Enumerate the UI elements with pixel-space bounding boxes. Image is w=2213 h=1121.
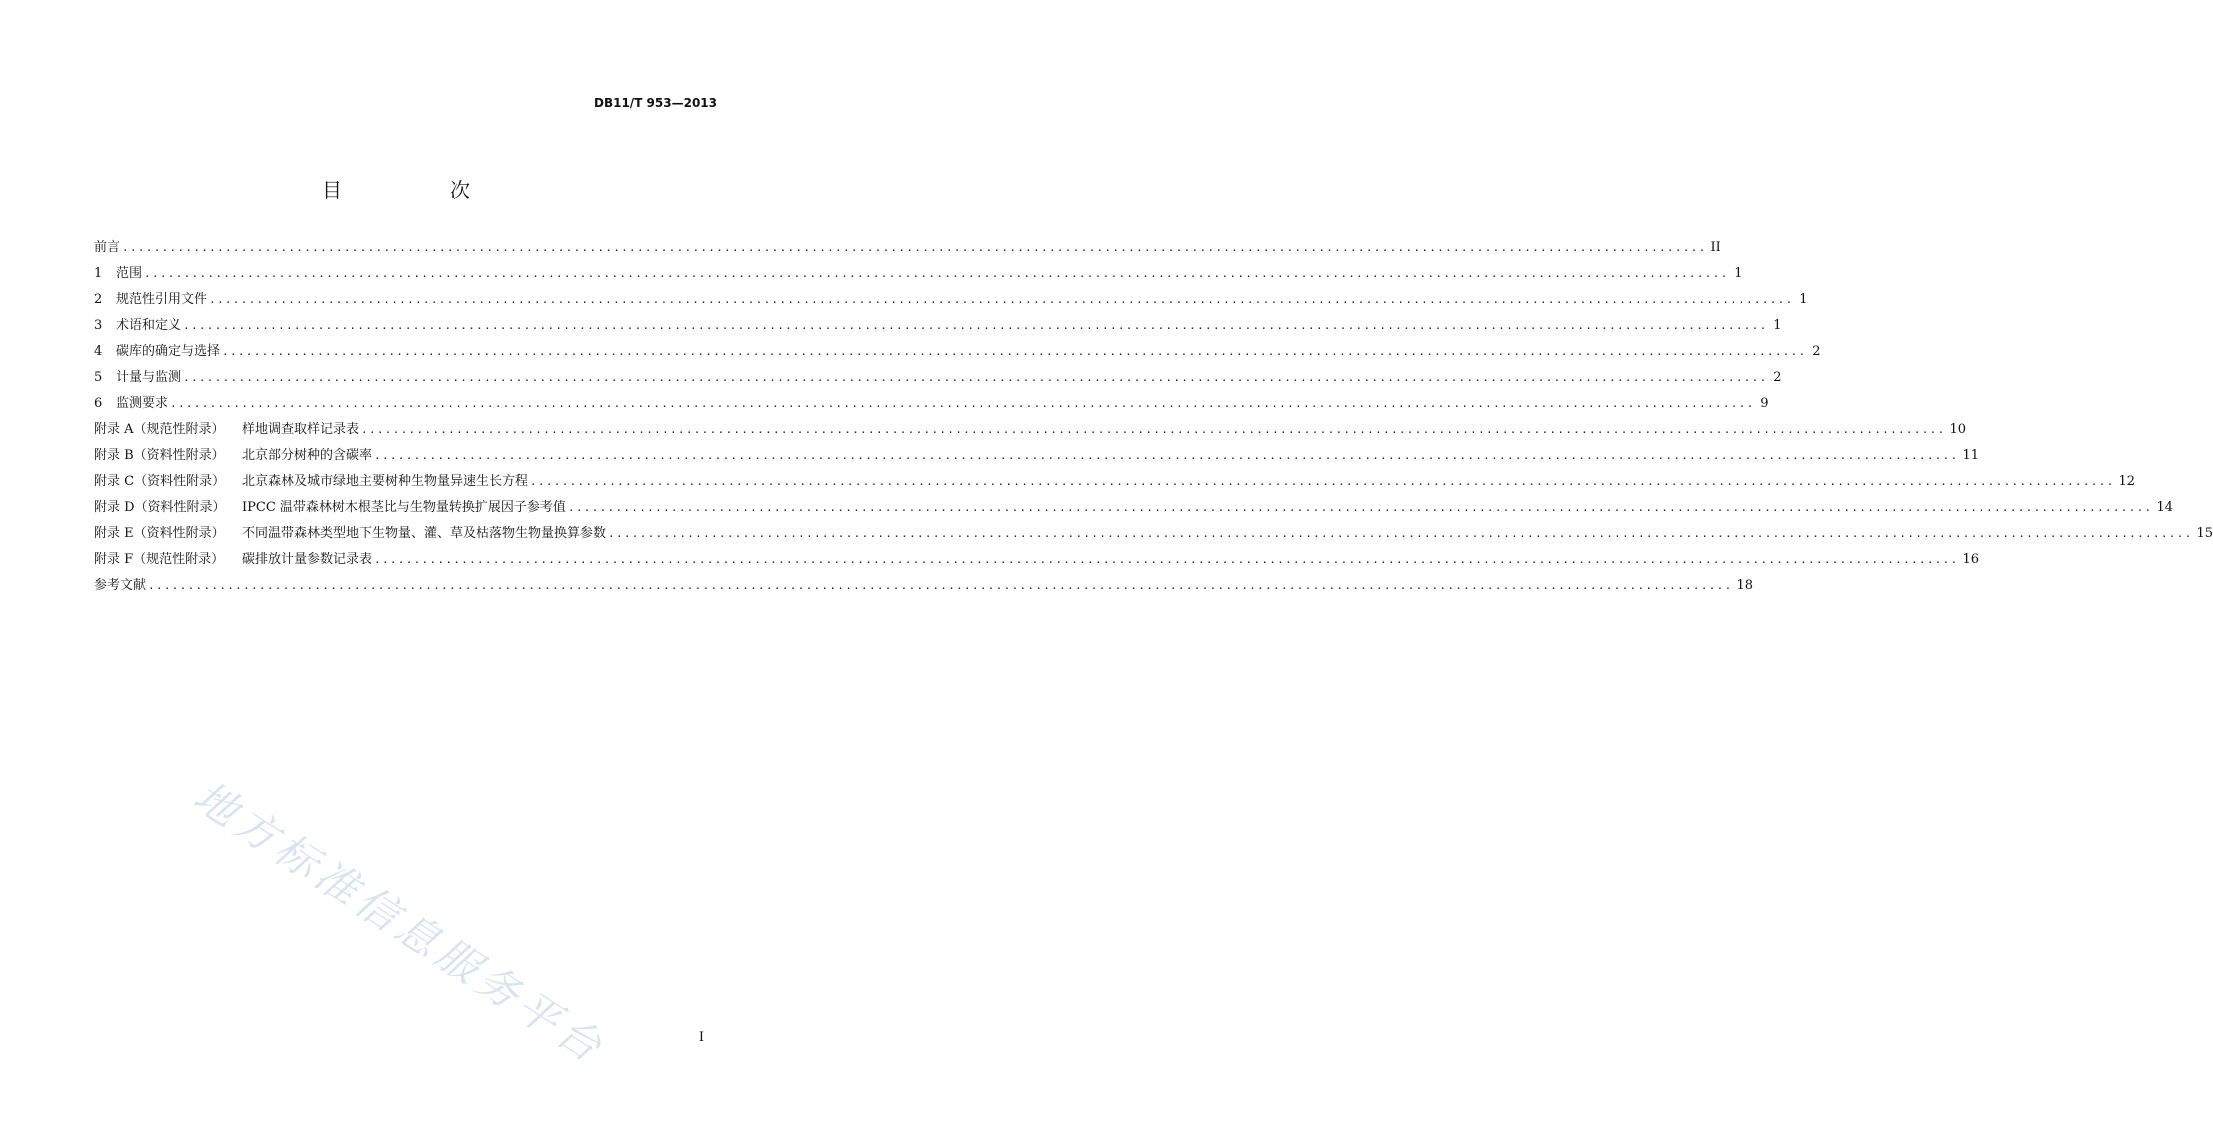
toc-entry[interactable] — [94, 524, 2213, 550]
toc-entry-page: 18 — [1736, 578, 1754, 593]
toc-entry[interactable] — [94, 576, 1754, 602]
toc-entry[interactable] — [94, 550, 1980, 576]
toc-entry-text: 北京森林及城市绿地主要树种生物量异速生长方程 — [242, 474, 529, 489]
toc-entry-text: IPCC 温带森林树木根茎比与生物量转换扩展因子参考值 — [242, 500, 566, 515]
toc-entry-text: 监测要求 — [116, 396, 169, 411]
toc-entry-label — [94, 576, 146, 596]
toc-entry-number: 4 — [94, 344, 103, 359]
toc-entry-page: 2 — [1773, 370, 1782, 385]
toc-entry-text: 计量与监测 — [116, 370, 182, 385]
toc-entry-leader: ........................................................................................................................................................................................................ — [374, 553, 1959, 566]
toc-entry-page: 12 — [2118, 474, 2136, 489]
toc-entry-page: 14 — [2156, 500, 2173, 515]
toc-entry-leader: ........................................................................................................................................................................................................ — [374, 449, 1959, 462]
toc-entry-page: 15 — [2196, 526, 2213, 541]
toc-entry-label — [94, 524, 606, 544]
standard-code: DB11/T 953—2013 — [594, 96, 717, 110]
toc-entry[interactable] — [94, 420, 1967, 446]
page-number: I — [698, 1030, 704, 1045]
toc-entry-leader: ........................................................................................................................................................................................................ — [170, 397, 1755, 410]
toc-entry-page: 16 — [1962, 552, 1980, 567]
toc-entry-leader: ........................................................................................................................................................................................................ — [183, 371, 1768, 384]
toc-entry-leader: ........................................................................................................................................................................................................ — [361, 423, 1946, 436]
toc-entry-page: 1 — [1799, 292, 1808, 307]
toc-entry-appendix: 附录 C（资料性附录） — [94, 474, 226, 489]
toc-entry-number: 1 — [94, 266, 103, 281]
toc-entry-label — [94, 472, 528, 492]
toc-entry-text: 北京部分树种的含碳率 — [242, 448, 373, 463]
toc-entry-number: 3 — [94, 318, 103, 333]
toc-entry-label — [94, 394, 168, 414]
toc-entry-text: 规范性引用文件 — [116, 292, 208, 307]
toc-entry-label — [94, 290, 207, 310]
toc-entry-text: 不同温带森林类型地下生物量、灌、草及枯落物生物量换算参数 — [242, 526, 607, 541]
toc-entry[interactable] — [94, 290, 1808, 316]
toc-entry-leader: ........................................................................................................................................................................................................ — [209, 293, 1794, 306]
toc-entry-leader: ........................................................................................................................................................................................................ — [183, 319, 1768, 332]
toc-entry[interactable] — [94, 238, 1721, 264]
toc-entry-leader: ........................................................................................................................................................................................................ — [608, 527, 2193, 540]
toc-entry-appendix: 附录 F（规范性附录） — [94, 552, 225, 567]
watermark: 地方标准信息服务平台 — [185, 771, 615, 1075]
toc-entry-label — [94, 316, 181, 336]
toc-entry-page: 11 — [1962, 448, 1980, 463]
toc-entry-number: 6 — [94, 396, 103, 411]
toc-title: 目 次 — [322, 178, 514, 202]
toc-entry-label — [94, 446, 372, 466]
toc-entry-page: 10 — [1949, 422, 1967, 437]
toc-entry-text: 范围 — [116, 266, 143, 281]
toc-entry[interactable] — [94, 498, 2173, 524]
toc-entry-text: 参考文献 — [94, 578, 147, 593]
toc-entry-appendix: 附录 B（资料性附录） — [94, 448, 225, 463]
toc-entry[interactable] — [94, 368, 1782, 394]
toc-entry-page: 1 — [1773, 318, 1782, 333]
toc-entry-leader: ........................................................................................................................................................................................................ — [530, 475, 2115, 488]
toc-entry-page: 2 — [1812, 344, 1821, 359]
toc-entry-number: 5 — [94, 370, 103, 385]
toc-entry[interactable] — [94, 446, 1980, 472]
toc-entry-text: 碳库的确定与选择 — [116, 344, 221, 359]
toc-entry-label — [94, 264, 142, 284]
toc-entry-number: 2 — [94, 292, 103, 307]
toc-entry-label — [94, 498, 566, 518]
toc-entry-label — [94, 420, 359, 440]
toc-entry-text: 术语和定义 — [116, 318, 182, 333]
toc-entry-label — [94, 238, 120, 258]
toc-entry-leader: ........................................................................................................................................................................................................ — [567, 501, 2153, 514]
toc-entry-leader: ........................................................................................................................................................................................................ — [122, 241, 1707, 254]
toc-entry-page: 9 — [1760, 396, 1769, 411]
toc-entry-label — [94, 342, 220, 362]
toc-entry-leader: ........................................................................................................................................................................................................ — [148, 579, 1733, 592]
toc-entry-appendix: 附录 D（资料性附录） — [94, 500, 226, 515]
toc-entry[interactable] — [94, 264, 1743, 290]
toc-entry-appendix: 附录 A（规范性附录） — [94, 422, 225, 437]
toc-entry-text: 碳排放计量参数记录表 — [242, 552, 373, 567]
toc-entry[interactable] — [94, 316, 1782, 342]
toc-entry-label — [94, 550, 372, 570]
toc-entry-page: 1 — [1734, 266, 1743, 281]
toc-entry-label — [94, 368, 181, 388]
toc-entry-text: 前言 — [94, 240, 121, 255]
toc-entry[interactable] — [94, 472, 2136, 498]
table-of-contents — [94, 238, 2213, 602]
toc-entry[interactable] — [94, 342, 1821, 368]
toc-entry[interactable] — [94, 394, 1769, 420]
toc-entry-page: II — [1710, 240, 1721, 255]
toc-entry-appendix: 附录 E（资料性附录） — [94, 526, 225, 541]
toc-entry-leader: ........................................................................................................................................................................................................ — [144, 267, 1729, 280]
toc-entry-leader: ........................................................................................................................................................................................................ — [222, 345, 1807, 358]
toc-entry-text: 样地调查取样记录表 — [242, 422, 360, 437]
